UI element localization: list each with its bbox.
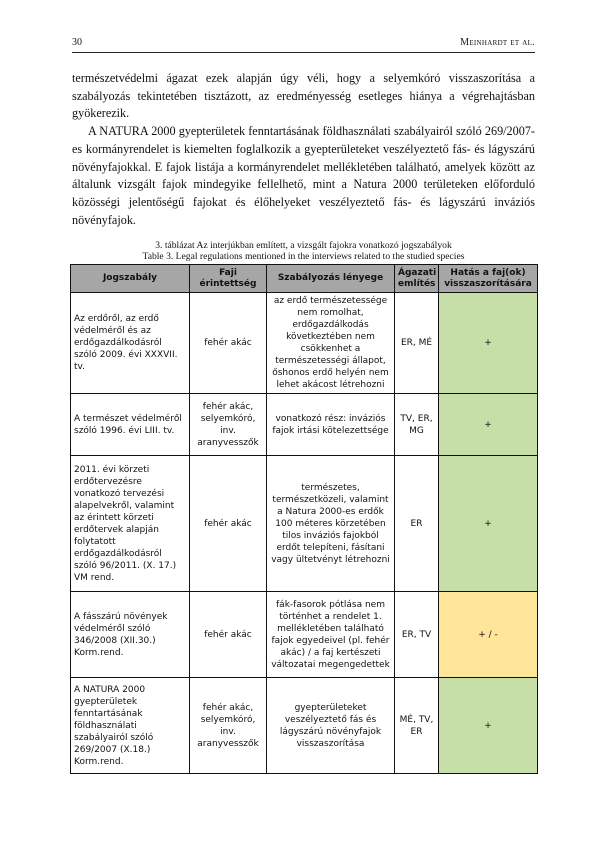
running-header (72, 37, 535, 53)
paragraph (72, 123, 535, 229)
table-header-row (71, 265, 538, 293)
effect-cell: + (439, 394, 538, 456)
species-cell: fehér akác (190, 592, 267, 678)
effect-cell: + / - (439, 592, 538, 678)
page-number: 30 (72, 37, 82, 48)
essence-cell: természetes, természetközeli, valamint a Natura 2000-es erdők 100 méteres körzetében tilos inváziós fajokból erdőt telepíteni, fásítani vagy ültetvényt létrehozni (267, 456, 395, 592)
running-authors: Meinhardt et al. (460, 37, 535, 48)
sector-cell: ER, MÉ (395, 293, 439, 394)
regulations-table (70, 264, 538, 774)
sector-cell: ER (395, 456, 439, 592)
body-text (72, 70, 535, 229)
column-header: Ágazati említés (395, 265, 439, 293)
table-caption-hu: 3. táblázat Az interjúkban említett, a vizsgált fajokra vonatkozó jogszabályok (155, 240, 452, 251)
column-header: Faji érintettség (190, 265, 267, 293)
table-row (71, 592, 538, 678)
table-row (71, 293, 538, 394)
species-cell: fehér akác (190, 456, 267, 592)
column-header: Jogszabály (71, 265, 190, 293)
table-row (71, 456, 538, 592)
essence-cell: vonatkozó rész: inváziós fajok irtási kötelezettsége (267, 394, 395, 456)
column-header: Hatás a faj(ok) visszaszorítására (439, 265, 538, 293)
table-row (71, 678, 538, 774)
header-rule (72, 52, 535, 53)
table-row (71, 394, 538, 456)
regulation-cell: A természet védelméről szóló 1996. évi LIII. tv. (71, 394, 190, 456)
essence-cell: fák-fasorok pótlása nem történhet a rendelet 1. mellékletében található fajok egyedeivel (pl. fehér akác) / a faj kertészeti változatai megengedettek (267, 592, 395, 678)
effect-cell: + (439, 456, 538, 592)
sector-cell: TV, ER, MG (395, 394, 439, 456)
essence-cell: az erdő természetessége nem romolhat, erdőgazdálkodás következtében nem csökkenhet a természetességi állapot, őshonos erdő helyén nem lehet akácost létrehozni (267, 293, 395, 394)
effect-cell: + (439, 293, 538, 394)
essence-cell: gyepterületeket veszélyeztető fás és lágyszárú növényfajok visszaszorítása (267, 678, 395, 774)
species-cell: fehér akác (190, 293, 267, 394)
table-caption-en: Table 3. Legal regulations mentioned in the interviews related to the studied species (142, 251, 465, 262)
effect-cell: + (439, 678, 538, 774)
paragraph-text: A NATURA 2000 gyepterületek fenntartásának földhasználati szabályairól szóló 269/2007-es kormányrendelet is kiemelten foglalkozik a gyepterületeket veszélyeztető fás- és lágyszárú növényfajokkal. E fajok listája a kormányrendelet mellékletében található, amelyek között az általunk vizsgált fajok mindegyike fellelhető, mint a Natura 2000 területeken előforduló közösségi jelentőségű fajokat és élőhelyeket veszélyeztető fás- és lágyszárú inváziós növényfajok. (72, 124, 535, 227)
sector-cell: ER, TV (395, 592, 439, 678)
sector-cell: MÉ, TV, ER (395, 678, 439, 774)
regulation-cell: 2011. évi körzeti erdőtervezésre vonatkozó tervezési alapelvekről, valamint az érintett körzeti erdőtervek alapján folytatott erdőgazdálkodásról szóló 96/2011. (X. 17.) VM rend. (71, 456, 190, 592)
regulation-cell: A fásszárú növények védelméről szóló 346/2008 (XII.30.) Korm.rend. (71, 592, 190, 678)
paragraph: természetvédelmi ágazat ezek alapján úgy véli, hogy a selyemkóró visszaszorítása a szabályozás tekintetében tisztázott, az eredményesség esetleges hiánya a végrehajtásban gyökerezik. (72, 71, 535, 121)
species-cell: fehér akác, selyemkóró, inv. aranyvesszők (190, 678, 267, 774)
column-header: Szabályozás lényege (267, 265, 395, 293)
regulation-cell: Az erdőről, az erdő védelméről és az erdőgazdálkodásról szóló 2009. évi XXXVII. tv. (71, 293, 190, 394)
regulation-cell: A NATURA 2000 gyepterületek fenntartásának földhasználati szabályairól szóló 269/2007 (X.18.) Korm.rend. (71, 678, 190, 774)
species-cell: fehér akác, selyemkóró, inv. aranyvesszők (190, 394, 267, 456)
